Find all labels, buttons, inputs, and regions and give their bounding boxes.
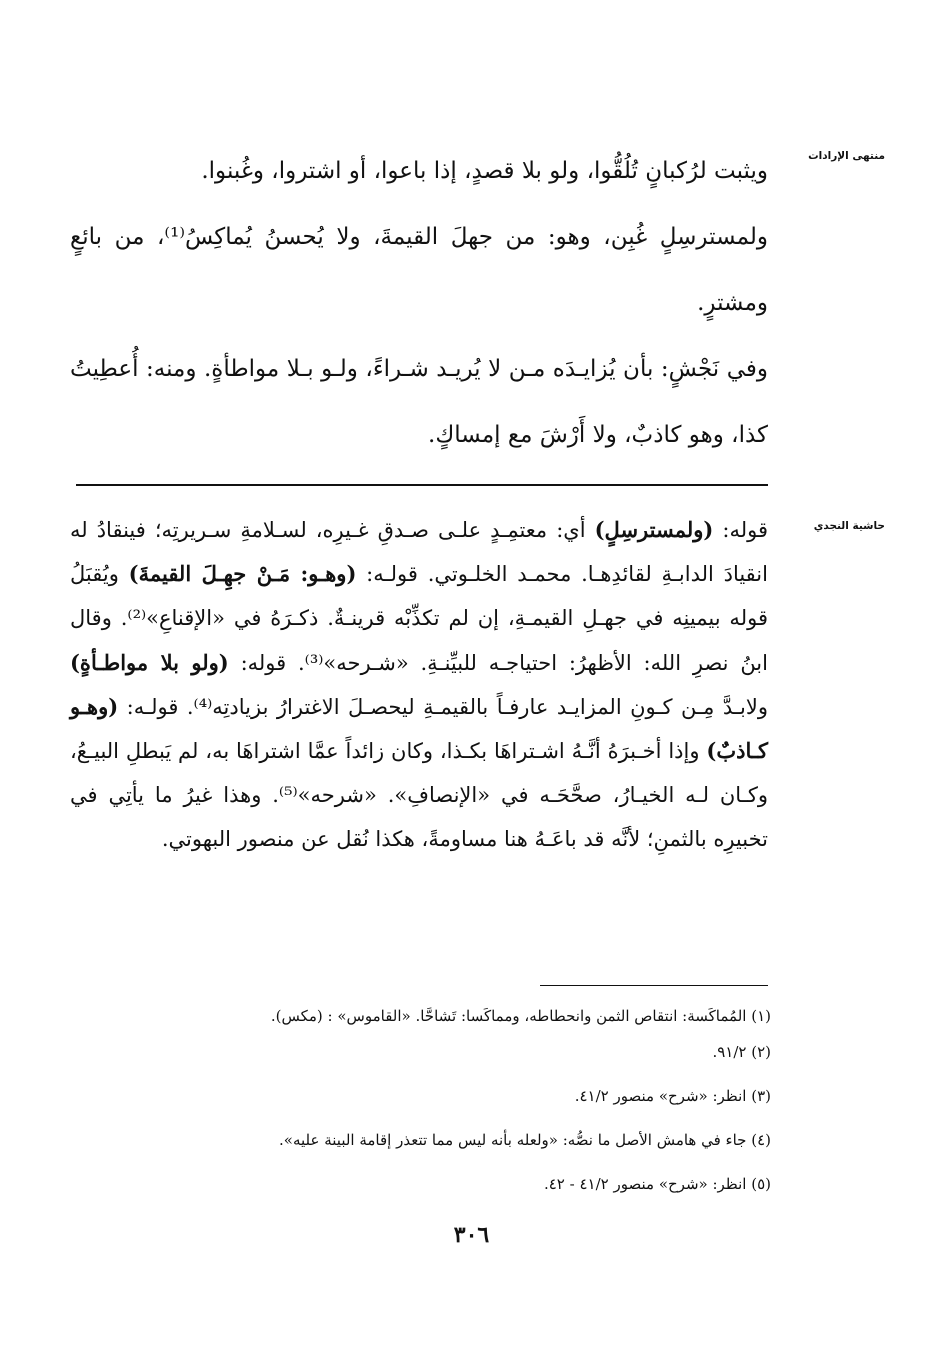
footnote: (٤) جاء في هامش الأصل ما نصُّه: «ولعله بأنه ليس مما تتعذر إقامة البينة عليه». (279, 1131, 771, 1149)
quoted-phrase: (ولمسترسِلٍ) (594, 517, 714, 542)
margin-label-hashiya: حاشية النجدي (813, 520, 885, 532)
footnote: (٥) انظر: «شرح» منصور ٤١/٢ - ٤٢. (543, 1175, 771, 1193)
section-divider (76, 484, 768, 486)
margin-label-matn: منتهى الإرادات (808, 150, 885, 162)
matn-paragraph: وفي نَجْشٍ: بأن يُزايـدَه مـن لا يُريـد شـراءً، ولـو بـلا مواطأةٍ. ومنه: أُعطِيتُ كذا، وهو كاذبٌ، ولا أَرْشَ مع إمساكٍ. (70, 356, 768, 448)
footnote-divider (540, 985, 768, 986)
footnote: (٣) انظر: «شرح» منصور ٤١/٢. (574, 1087, 771, 1105)
hashiya-segment: قوله: (722, 518, 768, 542)
matn-text (70, 138, 768, 468)
quoted-phrase: (وهـو كـاذبٌ) (70, 693, 768, 764)
hashiya-paragraph (70, 508, 768, 862)
matn-paragraph: ويثبت لرُكبانٍ تُلُقُّوا، ولو بلا قصدٍ، إذا باعوا، أو اشتروا، وغُبنوا. (201, 158, 768, 184)
matn-paragraph: ولمسترسِلٍ غُبِن، وهو: من جهلَ القيمةَ، ولا يُحسنُ يُماكِسُ⁽¹⁾، من بائعٍ ومشترٍ. (70, 224, 768, 316)
quoted-phrase: (وهـو: مَـنْ جهِـلَ القيمةَ) (128, 561, 357, 587)
hashiya-segment: ويُقبَلُ قوله بيمينِه في جهـلِ القيمـةِ، إن لم تكذِّبْه قرينـةٌ. ذكـرَهُ في «الإقناعِ»⁽²⁾. وقال ابنُ نصرِ الله: الأظهرُ: احتياجـه للبيِّنـةِ. «شـرحه»⁽³⁾. قوله: (70, 562, 768, 675)
quoted-phrase: (ولو بلا مواطـأةٍ) (70, 649, 229, 675)
hashiya-segment: أي: معتمِـدٍ علـى صـدقِ غـيرِه، لسـلامةِ سـريرتِه؛ فينقادُ له انقيادَ الدابـةِ لقائدِهـا. محمـد الخلـوتي. قولـه: (70, 518, 768, 587)
page-number: ٣٠٦ (453, 1222, 490, 1248)
footnote: (١) المُماكَسة: انتقاص الثمن وانحطاطه، ومماكَسا: تَشاحَّا. «القاموس» : (مكس). (270, 1007, 771, 1025)
footnote: (٢) ٩١/٢. (712, 1043, 771, 1061)
hashiya-segment: وإذا أخـبرَهُ أنَّـهُ اشـتراهَا بكـذا، وكان زائداً عمَّا اشتراهَا به، لم يَبطلِ البيـعُ، وكـان لـه الخيـارُ، صحَّحَـه في «الإنصافِ». «شرحه»⁽⁵⁾. وهذا غيرُ ما يأتِي في تخبيرِه بالثمنِ؛ لأنَّه قد باعَـهُ هنا مساومةً، هكذا نُقل عن منصور البهوتي. (70, 739, 769, 852)
hashiya-segment: ولابـدَّ مِـن كـونِ المزايـد عارفـاً بالقيمـةِ ليحصـلَ الاغترارُ بزيادتِه⁽⁴⁾. قولـه: (126, 694, 769, 719)
hashiya-text (70, 508, 768, 862)
